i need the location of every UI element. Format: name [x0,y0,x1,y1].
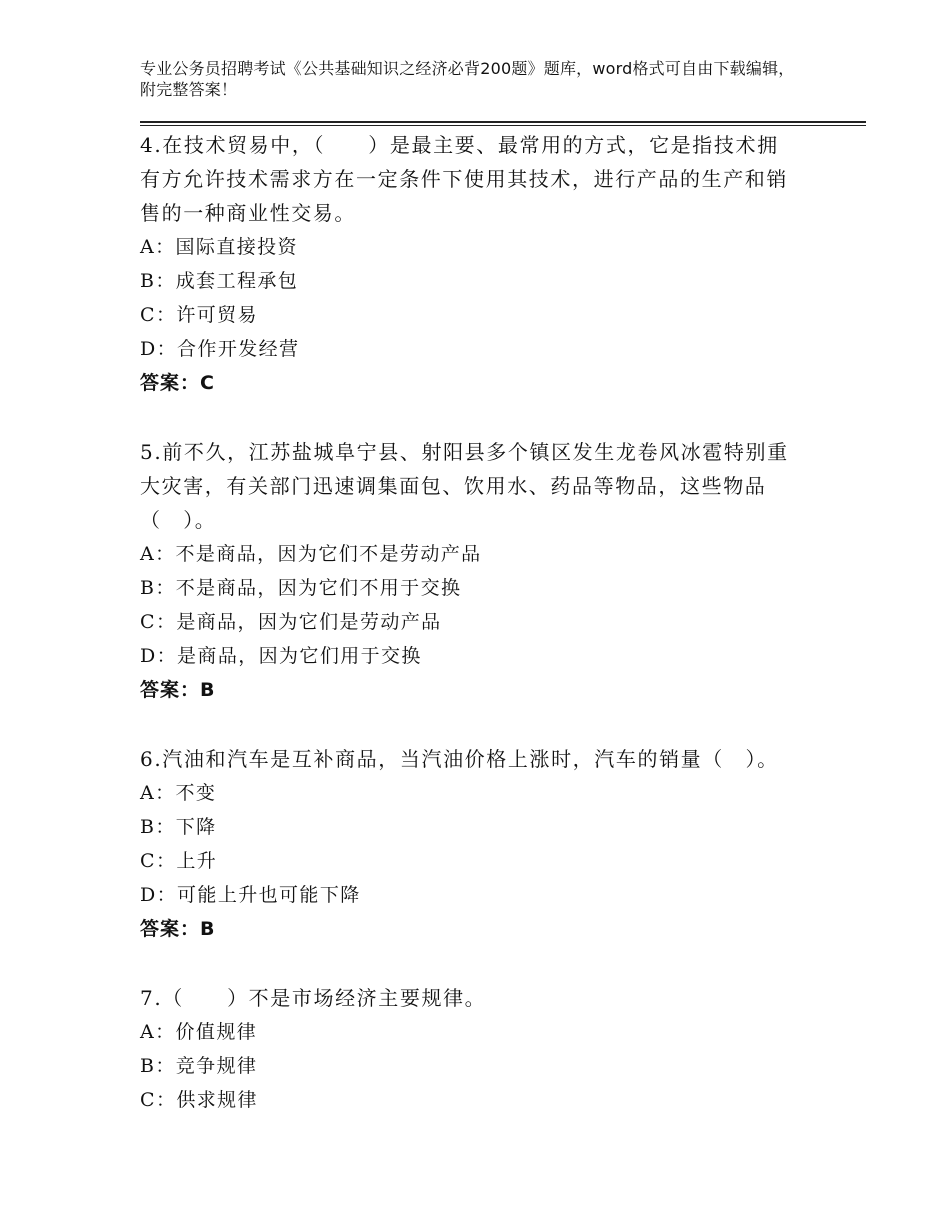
option-a: A：不变 [140,782,217,804]
answer-label: 答案：B [140,918,216,940]
spacer [140,946,800,981]
option-a: A：国际直接投资 [140,236,298,258]
question-6 [140,742,800,946]
option-c: C：上升 [140,850,218,872]
spacer [140,400,800,435]
question-text: 5.前不久，江苏盐城阜宁县、射阳县多个镇区发生龙卷风冰雹特别重大灾害，有关部门迅速调集面包、饮用水、药品等物品，这些物品（ ）。 [140,440,789,532]
option-b: B：不是商品，因为它们不用于交换 [140,577,462,599]
question-4 [140,128,800,400]
option-b: B：竞争规律 [140,1055,258,1077]
spacer [140,707,800,742]
option-d: D：可能上升也可能下降 [140,884,361,906]
option-d: D：是商品，因为它们用于交换 [140,645,422,667]
question-text: 6.汽油和汽车是互补商品，当汽油价格上涨时，汽车的销量（ ）。 [140,747,779,771]
question-text: 4.在技术贸易中，（ ）是最主要、最常用的方式，它是指技术拥有方允许技术需求方在一定条件下使用其技术，进行产品的生产和销售的一种商业性交易。 [140,133,788,225]
question-text: 7.（ ）不是市场经济主要规律。 [140,986,487,1010]
option-b: B：成套工程承包 [140,270,299,292]
option-c: C：供求规律 [140,1089,258,1111]
header-divider-thick [140,121,866,123]
question-5 [140,435,800,707]
answer-label: 答案：B [140,679,216,701]
option-c: C：是商品，因为它们是劳动产品 [140,611,442,633]
option-a: A：价值规律 [140,1021,258,1043]
question-7 [140,981,800,1117]
option-b: B：下降 [140,816,217,838]
document-header: 专业公务员招聘考试《公共基础知识之经济必背200题》题库，word格式可自由下载编辑，附完整答案！ [140,59,795,99]
option-a: A：不是商品，因为它们不是劳动产品 [140,543,482,565]
question-list [140,128,800,1117]
header-divider-thin [140,125,866,126]
option-d: D：合作开发经营 [140,338,300,360]
option-c: C：许可贸易 [140,304,258,326]
answer-label: 答案：C [140,372,215,394]
